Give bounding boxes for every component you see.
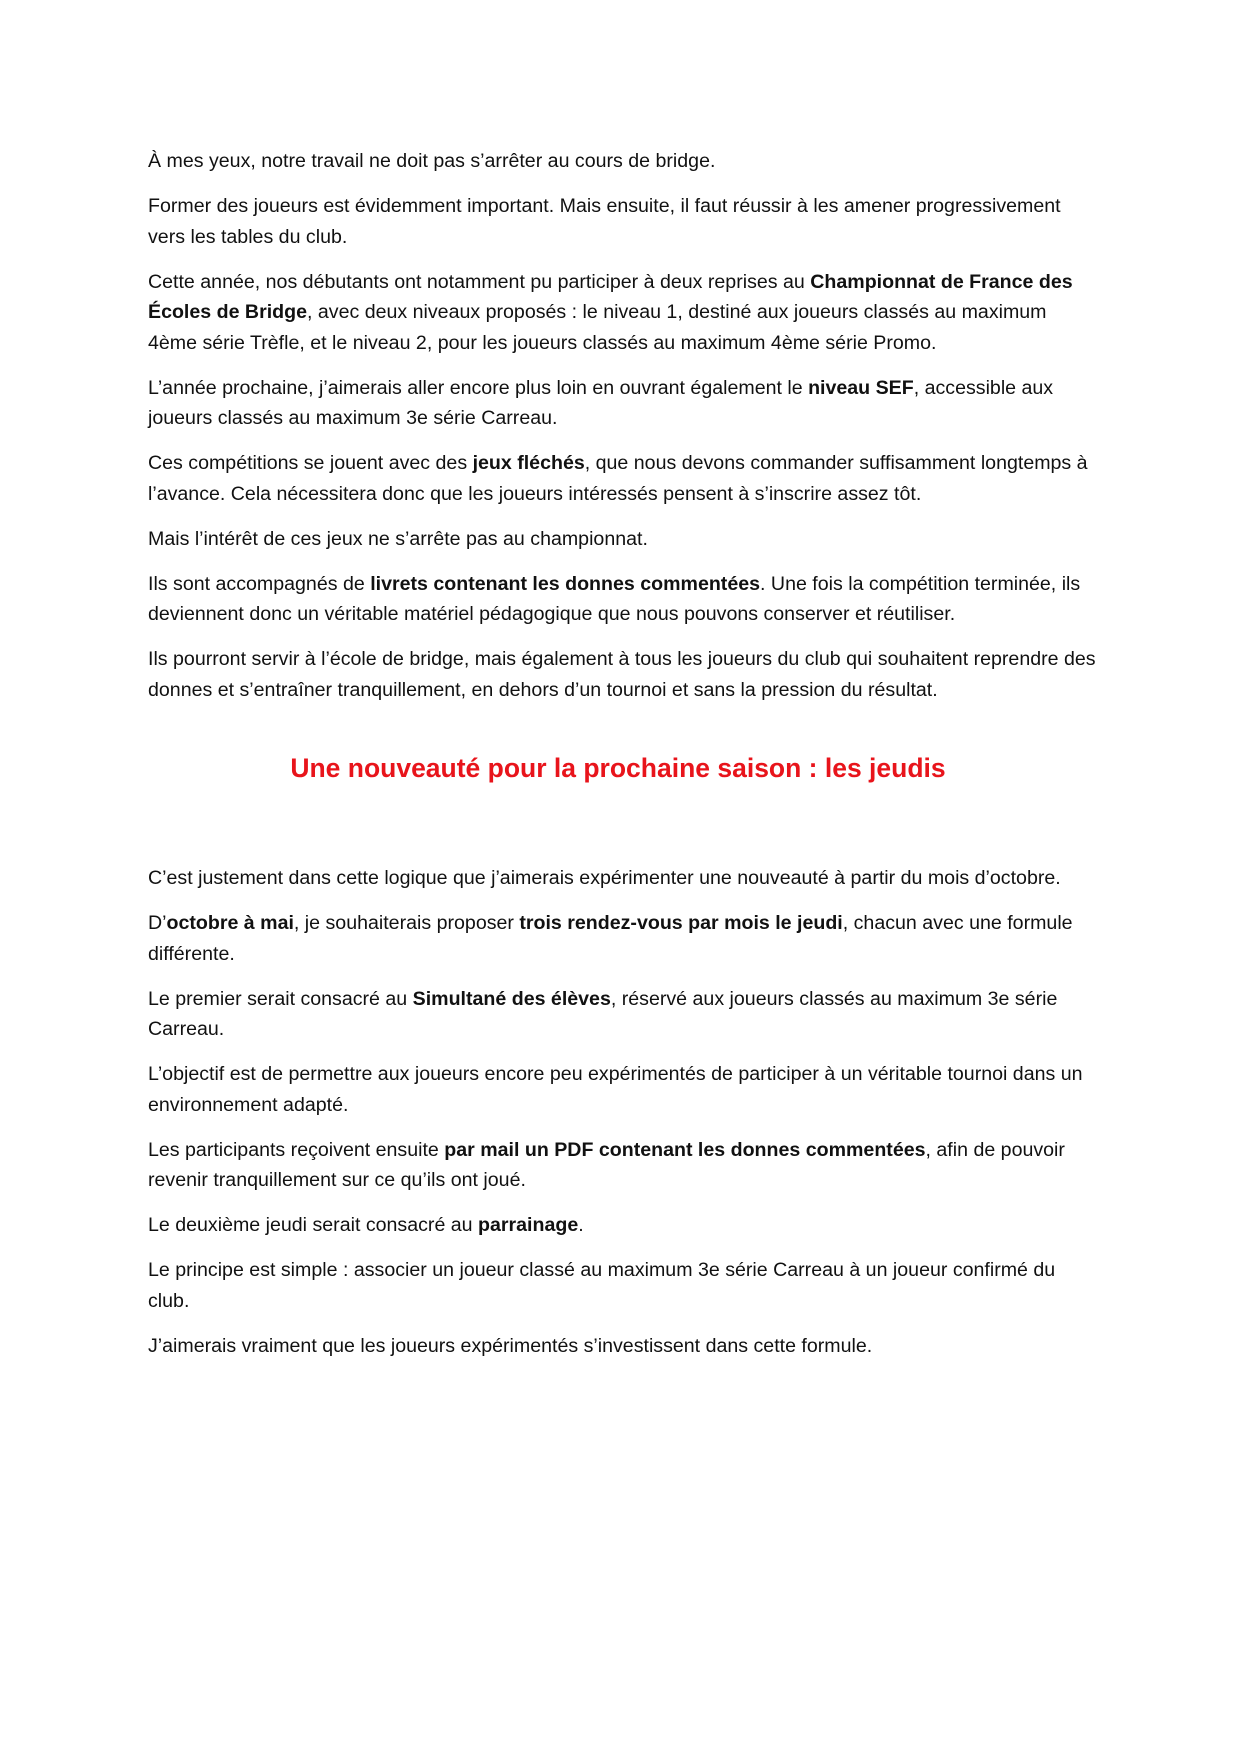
text-run: , avec deux niveaux proposés : le niveau 1, destiné aux joueurs classés au maximum 4ème série Trèfle, et le niveau 2, pour les joueurs classés au maximum 4ème série Promo. [148,301,1047,354]
text-run: Ils sont accompagnés de [148,572,371,595]
text-run: Le premier serait consacré au [148,987,413,1010]
bold-text: Simultané des élèves [412,987,611,1010]
paragraph [148,1059,1098,1120]
paragraph [148,1135,1098,1196]
text-run: L’objectif est de permettre aux joueurs encore peu expérimentés de participer à un véritable tournoi dans un environnement adapté. [148,1063,1083,1116]
bold-text: niveau SEF [808,376,914,399]
section-intro [148,146,1098,705]
text-run: Mais l’intérêt de ces jeux ne s’arrête pas au championnat. [148,527,648,550]
paragraph [148,984,1098,1045]
paragraph [148,373,1098,434]
text-run: . [578,1214,584,1236]
paragraph [148,908,1098,969]
paragraph [148,267,1098,359]
bold-text: jeux fléchés [472,452,585,474]
text-run: Former des joueurs est évidemment important. Mais ensuite, il faut réussir à les amener progressivement vers les tables du club. [148,195,1061,248]
text-run: , je souhaiterais proposer [293,912,520,934]
text-run: C’est justement dans cette logique que j’aimerais expérimenter une nouveauté à partir du mois d’octobre. [148,867,1061,889]
text-run: , accessible aux joueurs classés au maximum 3e série Carreau. [148,376,1054,429]
text-run: Ces compétitions se jouent avec des [148,452,473,474]
text-run: Ils pourront servir à l’école de bridge, mais également à tous les joueurs du club qui souhaitent reprendre des donnes et s’entraîner tranquillement, en dehors d’un tournoi et sans la pression du résultat. [148,648,1096,701]
paragraph [148,569,1098,630]
text-run: Cette année, nos débutants ont notamment pu participer à deux reprises au [148,270,811,293]
text-run: Les participants reçoivent ensuite [148,1138,445,1161]
text-run: L’année prochaine, j’aimerais aller encore plus loin en ouvrant également le [148,376,809,399]
text-run: Le deuxième jeudi serait consacré au [148,1214,479,1236]
section-jeudis [148,863,1098,1361]
bold-text: octobre à mai [166,912,294,934]
text-run: J’aimerais vraiment que les joueurs expérimentés s’investissent dans cette formule. [148,1334,873,1357]
paragraph [148,1255,1098,1316]
paragraph [148,524,1098,555]
text-run: , réservé aux joueurs classés au maximum 3e série Carreau. [148,987,1058,1040]
paragraph [148,1210,1098,1241]
text-run: Le principe est simple : associer un joueur classé au maximum 3e série Carreau à un joueur confirmé du club. [148,1259,1056,1312]
bold-text: Championnat de France des Écoles de Bridge [148,270,1073,323]
paragraph [148,1331,1098,1362]
bold-text: par mail un PDF contenant les donnes commentées [444,1138,926,1161]
text-run: , chacun avec une formule différente. [148,912,1073,965]
bold-text: parrainage [478,1214,579,1236]
paragraph [148,863,1098,894]
paragraph [148,448,1098,509]
text-run: , afin de pouvoir revenir tranquillement sur ce qu’ils ont joué. [148,1138,1065,1191]
text-run: . Une fois la compétition terminée, ils deviennent donc un véritable matériel pédagogique que nous pouvons conserver et réutiliser. [148,572,1081,625]
paragraph [148,644,1098,705]
paragraph [148,191,1098,252]
section-heading: Une nouveauté pour la prochaine saison : les jeudis [290,753,946,783]
text-run: D’ [148,912,167,934]
bold-text: trois rendez-vous par mois le jeudi [519,912,843,934]
text-run: À mes yeux, notre travail ne doit pas s’arrêter au cours de bridge. [148,150,716,172]
text-run: , que nous devons commander suffisamment longtemps à l’avance. Cela nécessitera donc que les joueurs intéressés pensent à s’inscrire assez tôt. [148,452,1088,505]
paragraph [148,146,1098,177]
document-page [148,146,1098,1376]
bold-text: livrets contenant les donnes commentées [370,572,761,595]
